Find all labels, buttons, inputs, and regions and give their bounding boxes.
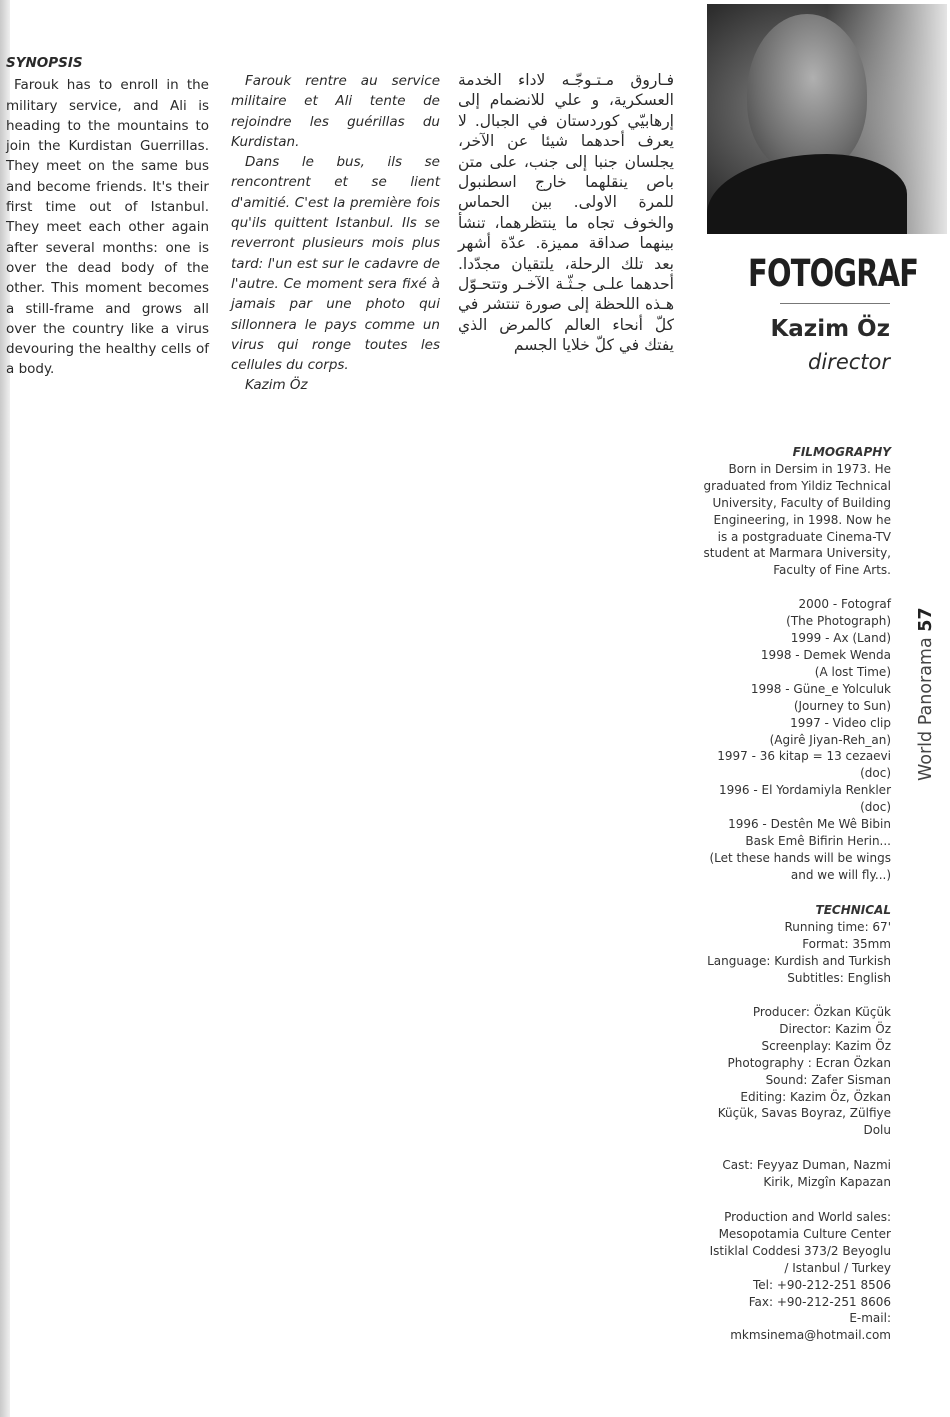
film-entry: (doc) — [860, 766, 891, 781]
bio-line: Faculty of Fine Arts. — [773, 563, 891, 578]
film-entry: and we will fly...) — [790, 867, 891, 882]
director-role: director — [808, 350, 890, 374]
bio-line: student at Marmara University, — [703, 546, 891, 561]
sales-line: Fax: +90-212-251 8606 — [748, 1294, 891, 1309]
arabic-synopsis-column — [458, 70, 674, 356]
film-entry: 1998 - Güne_e Yolculuk — [750, 681, 891, 696]
synopsis-text: Farouk has to enroll in the military service, and Ali is heading to the mountains to join the Kurdistan Guerrillas. They meet on the same bus and become friends. It's their first time out of Istanbul. They meet each other again after several months: one is over the dead body of the other. This moment becomes a still-frame and grows all over the country like a virus devouring the healthy cells of a body. — [6, 77, 209, 378]
cast-line: Cast: Feyyaz Duman, Nazmi — [722, 1158, 891, 1172]
running-footer — [912, 607, 936, 781]
bio-line: University, Faculty of Building — [712, 495, 891, 510]
technical-section — [695, 902, 891, 987]
director-photo — [707, 4, 947, 234]
french-paragraph-1: Farouk rentre au service militaire et Ali tente de rejoindre les guérillas du Kurdistan. — [231, 73, 440, 150]
title-divider — [780, 303, 890, 304]
credit-line: Screenplay: Kazim Öz — [761, 1038, 891, 1053]
technical-heading: TECHNICAL — [815, 903, 891, 917]
spacer — [695, 579, 891, 596]
bio-line: Born in Dersim in 1973. He — [728, 461, 891, 476]
film-entry: Bask Emê Bifirin Herin... — [745, 833, 891, 848]
synopsis-column — [6, 53, 209, 380]
film-entry: 1996 - Destên Me Wê Bibin — [728, 817, 891, 832]
filmography-list — [695, 596, 891, 883]
credits-section — [695, 1004, 891, 1139]
credit-line: Editing: Kazim Öz, Özkan — [740, 1089, 891, 1104]
bio-line: is a postgraduate Cinema-TV — [717, 529, 891, 544]
sales-line: Production and World sales: — [724, 1210, 891, 1224]
section-label: World Panorama — [916, 637, 936, 781]
credit-line: Producer: Özkan Küçük — [752, 1005, 891, 1019]
cast-line: Kirik, Mizgîn Kapazan — [763, 1174, 891, 1189]
sales-line: Tel: +90-212-251 8506 — [752, 1277, 891, 1292]
arabic-text: فـاروق مـتـوجّـه لاداء الخدمة العسكرية، و علي للانضمام إلى إرهابيّي كوردستان في الجبال. لا يعرف أحدهما شيئا عن الآخر، يجلسان جنبا إلى جنب، على متن باص ينقلهما خارج اسطنبول للمرة الاولى. بين الحماس والخوف تجاه ما ينتظرهما، تنشأ بينهما صداقة مميزة. عدّة أشهر بعد تلك الرحلة، يلتقيان مجدّدا. أحدهما علـى جـثّـة الآخـر وتتحـوّل هـذه اللحظة إلى صورة تنتشر في كلّ أنحاء العالم كالمرض الذي يفتك في كلّ خلايا الجسم — [458, 71, 674, 355]
sales-line: Mesopotamia Culture Center — [718, 1226, 891, 1241]
bio-line: graduated from Yildiz Technical — [703, 478, 891, 493]
credit-line: Director: Kazim Öz — [779, 1021, 891, 1036]
page-number: 57 — [916, 607, 936, 632]
credit-line: Küçük, Savas Boyraz, Zülfiye — [717, 1106, 891, 1121]
filmography-heading: FILMOGRAPHY — [792, 445, 891, 459]
film-entry: 2000 - Fotograf — [798, 597, 891, 612]
french-paragraph-2: Dans le bus, ils se rencontrent et se lient d'amitié. C'est la première fois qu'ils quittent Istanbul. Ils se reverront plusieurs mois plus tard: l'un est sur le cadavre de l'autre. Ce moment sera fixé à jamais par une photo qui sillonnera le pays comme un virus qui ronge toutes les cellules du corps. — [231, 154, 440, 374]
film-entry: 1997 - Video clip — [790, 715, 891, 730]
photo-portrait-head — [747, 14, 867, 174]
film-entry: 1998 - Demek Wenda — [760, 647, 891, 662]
photo-portrait-shoulder — [707, 154, 907, 234]
film-entry: 1997 - 36 kitap = 13 cezaevi — [717, 749, 891, 764]
credit-line: Photography : Ecran Özkan — [727, 1055, 891, 1070]
technical-line: Subtitles: English — [787, 970, 891, 985]
film-entry: (doc) — [860, 800, 891, 815]
synopsis-heading: SYNOPSIS — [6, 55, 83, 71]
filmography-section — [695, 444, 891, 884]
french-synopsis-column — [231, 71, 440, 396]
sales-line: / Istanbul / Turkey — [784, 1260, 891, 1275]
film-entry: (A lost Time) — [814, 664, 891, 679]
director-name: Kazim Öz — [770, 316, 890, 342]
sales-line: E-mail: — [849, 1311, 891, 1326]
credit-line: Sound: Zafer Sisman — [765, 1072, 891, 1087]
film-entry: 1996 - El Yordamiyla Renkler — [718, 783, 891, 798]
technical-line: Language: Kurdish and Turkish — [707, 953, 891, 968]
sales-line: Istiklal Coddesi 373/2 Beyoglu — [709, 1243, 891, 1258]
film-entry: (The Photograph) — [786, 614, 891, 629]
film-entry: (Journey to Sun) — [793, 698, 891, 713]
filmography-bio — [695, 461, 891, 579]
film-entry: (Let these hands will be wings — [709, 850, 891, 865]
technical-line: Format: 35mm — [802, 936, 891, 951]
sales-email[interactable]: mkmsinema@hotmail.com — [730, 1328, 891, 1343]
credit-line: Dolu — [863, 1123, 891, 1138]
bio-line: Engineering, in 1998. Now he — [713, 512, 891, 527]
sales-section — [695, 1209, 891, 1344]
film-entry: 1999 - Ax (Land) — [790, 631, 891, 646]
film-entry: (Agirê Jiyan-Reh_an) — [769, 732, 891, 747]
cast-section — [695, 1157, 891, 1191]
technical-line: Running time: 67' — [784, 919, 891, 934]
film-title: FOTOGRAF — [748, 252, 919, 295]
french-signature: Kazim Öz — [245, 377, 308, 394]
